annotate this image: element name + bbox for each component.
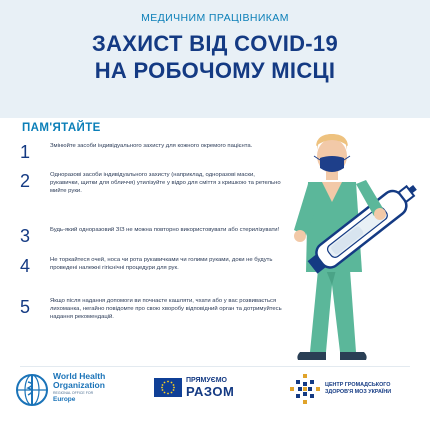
item-text: Не торкайтеся очей, носа чи рота рукавичками чи голими руками, доки не будуть проведені належні гігієнічні процедури для рук. [50,257,273,271]
item-number: 1 [20,142,31,162]
list-item [20,298,285,321]
who-logo-group [14,372,105,408]
item-number: 3 [20,226,31,246]
item-text: Змінюйте засоби індивідуального захисту для кожного окремого пацієнта. [50,143,253,149]
health-worker-illustration [270,120,430,370]
header-subtitle: МЕДИЧНИМ ПРАЦІВНИКАМ [141,12,289,24]
title-line-2: НА РОБОЧОМУ МІСЦІ [94,58,336,83]
who-region: Europe [53,396,76,403]
cgz-name-line-2: ЗДОРОВ'Я МОЗ УКРАЇНИ [325,389,392,395]
item-text: Якщо після надання допомоги ви почнаєте кашляти, чхати або у вас розвивається лихоманка, негайно повідомте про свою хворобу відповідний орган та дотримуйтесь надання рекомендацій. [50,298,282,320]
item-number: 5 [20,297,31,317]
who-name-line-1: World Health [53,371,106,381]
eu-flag-icon [154,378,182,397]
footer-divider [20,366,410,367]
eu-slogan-line-1: ПРЯМУЄМО [186,377,227,384]
item-number: 2 [20,171,31,191]
eu-logo-group [154,377,234,398]
list-item [20,257,285,275]
list-item [20,227,285,245]
who-name-line-2: Organization [53,380,105,390]
remember-heading: ПАМ'ЯТАЙТЕ [22,122,101,134]
cgz-logo-group [288,372,415,406]
phc-emblem-icon [288,372,322,406]
item-text: Одноразові засоби індивідуального захисту (наприклад, одноразові маски, рукавички, щитки для обличчя) утилізуйте у відро для сміття з кришкою та ретельно мийте руки. [50,172,281,194]
who-tagline: REGIONAL OFFICE FOR [53,391,94,395]
title-line-1: ЗАХИСТ ВІД COVID-19 [91,31,338,56]
item-number: 4 [20,256,31,276]
cgz-name-line-1: ЦЕНТР ГРОМАДСЬКОГО [325,382,391,389]
eu-slogan-line-2: РАЗОМ [186,384,235,399]
item-text: Будь-який одноразовий ЗІЗ не можна повторно використовувати або стерилізувати! [50,227,280,233]
list-item [20,143,285,161]
who-emblem-icon [14,372,50,408]
list-item [20,172,285,195]
page-title [0,30,430,84]
